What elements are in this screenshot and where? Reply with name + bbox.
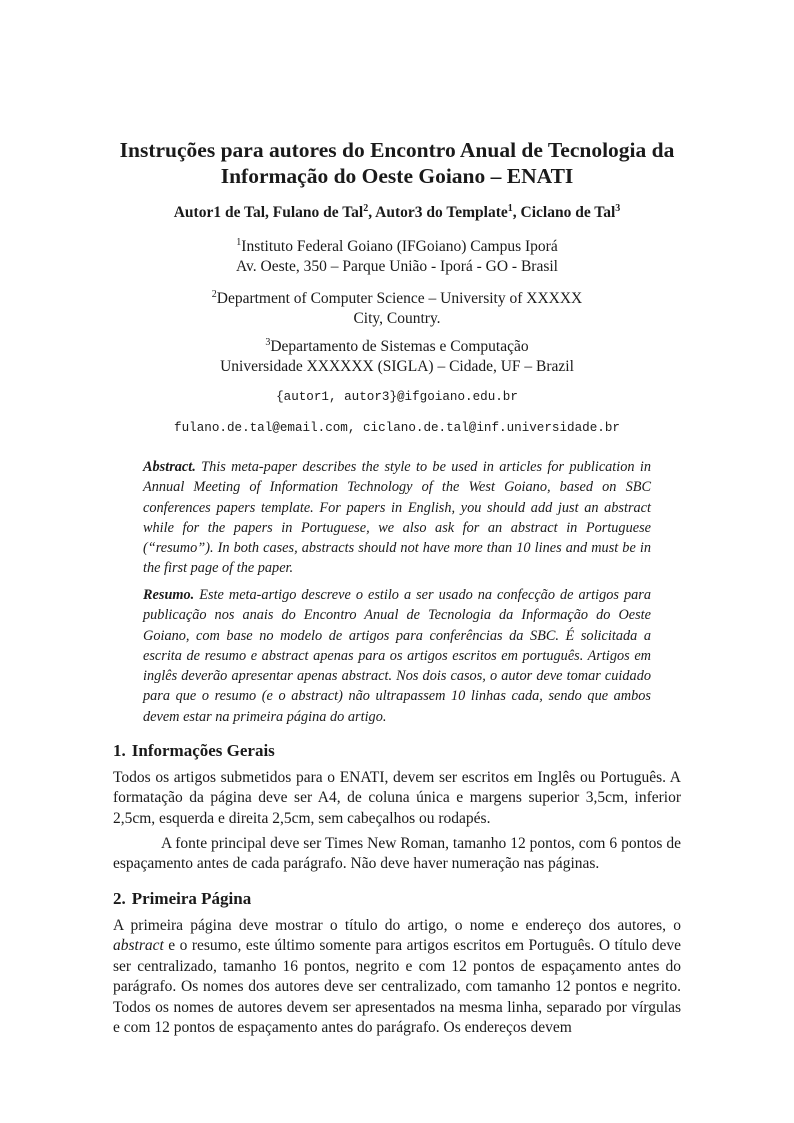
affiliation-line: Av. Oeste, 350 – Parque União - Iporá - GO - Brasil: [236, 258, 558, 275]
affiliation-1: [60, 237, 734, 277]
abstract: [143, 457, 651, 579]
author-name: , Autor3 do Template: [368, 204, 508, 221]
author-affiliation-mark: 1: [507, 202, 513, 214]
affiliation-line: City, Country.: [353, 310, 441, 327]
author-affiliation-mark: 2: [363, 202, 369, 214]
emphasis-text: abstract: [113, 937, 164, 955]
affiliation-line: Instituto Federal Goiano (IFGoiano) Campus Iporá: [241, 238, 558, 255]
email-line-1[interactable]: {autor1, autor3}@ifgoiano.edu.br: [276, 390, 518, 404]
resumo-text: Este meta-artigo descreve o estilo a ser usado na confecção de artigos para publicação nos anais do Encontro Anual de Tecnologia da Informação do Oeste Goiano, com base no modelo de artigos para conferências da SBC. É solicitada a escrita de resumo e abstract apenas para os artigos escritos em português. Artigos em inglês deverão apresentar apenas abstract. Nos dois casos, o autor deve tomar cuidado para que o resumo (e o abstract) não ultrapassem 10 linhas cada, sendo que ambos devem estar na primeira página do artigo.: [143, 587, 651, 725]
abstract-text: This meta-paper describes the style to be used in articles for publication in Annual Meeting of Information Technology of the West Goiano, based on SBC conferences papers template. For papers in English, you should add just an abstract while for the papers in Portuguese, we also ask for an abstract in Portuguese (“resumo”). In both cases, abstracts should not have more than 10 lines and must be in the first page of the paper.: [143, 459, 651, 577]
resumo-label: Resumo.: [143, 587, 195, 603]
section-title: Informações Gerais: [131, 741, 275, 760]
abstract-label: Abstract.: [143, 459, 196, 475]
paragraph: Todos os artigos submetidos para o ENATI, devem ser escritos em Inglês ou Português. A formatação da página deve ser A4, de coluna única e margens superior 3,5cm, inferior 2,5cm, esquerda e direita 2,5cm, sem cabeçalhos ou rodapés.: [113, 769, 681, 827]
section-number: 2.: [113, 889, 126, 908]
section-heading-2: [113, 888, 251, 910]
affiliation-line: Universidade XXXXXX (SIGLA) – Cidade, UF – Brazil: [220, 358, 574, 375]
paper-title: [100, 137, 694, 189]
paragraph: [113, 916, 681, 1038]
author-affiliation-mark: 3: [615, 202, 621, 214]
affiliation-line: Departamento de Sistemas e Computação: [270, 338, 529, 355]
paragraph-text: A primeira página deve mostrar o título do artigo, o nome e endereço dos autores, o: [113, 917, 681, 934]
section-title: Primeira Página: [131, 889, 252, 908]
author-name: , Ciclano de Tal: [512, 204, 616, 221]
affiliation-2: [60, 289, 734, 329]
email-line-2[interactable]: fulano.de.tal@email.com, ciclano.de.tal@inf.universidade.br: [174, 421, 620, 435]
affiliation-line: Department of Computer Science – University of XXXXX: [216, 290, 583, 307]
paragraph-text: e o resumo, este último somente para artigos escritos em Português. O título deve ser centralizado, tamanho 16 pontos, negrito e com 12 pontos de espaçamento antes do parágrafo. Os nomes dos autores deve ser centralizado, com tamanho 12 pontos e negrito. Todos os nomes de autores devem ser apresentados na mesma linha, separado por vírgulas e com 12 pontos de espaçamento antes do parágrafo. Os endereços devem: [113, 937, 681, 1037]
section-number: 1.: [113, 741, 126, 760]
affiliation-mark: 1: [236, 236, 242, 248]
title-line-2: Informação do Oeste Goiano – ENATI: [220, 164, 574, 188]
author-list: [60, 203, 734, 223]
affiliation-3: [60, 337, 734, 377]
author-name: Autor1 de Tal, Fulano de Tal: [173, 204, 364, 221]
affiliation-mark: 3: [265, 336, 271, 348]
section-heading-1: [113, 740, 275, 762]
paragraph: A fonte principal deve ser Times New Roman, tamanho 12 pontos, com 6 pontos de espaçamento antes de cada parágrafo. Não deve haver numeração nas páginas.: [113, 835, 681, 873]
title-line-1: Instruções para autores do Encontro Anual de Tecnologia da: [119, 138, 675, 162]
affiliation-mark: 2: [211, 288, 217, 300]
resumo: [143, 585, 651, 727]
